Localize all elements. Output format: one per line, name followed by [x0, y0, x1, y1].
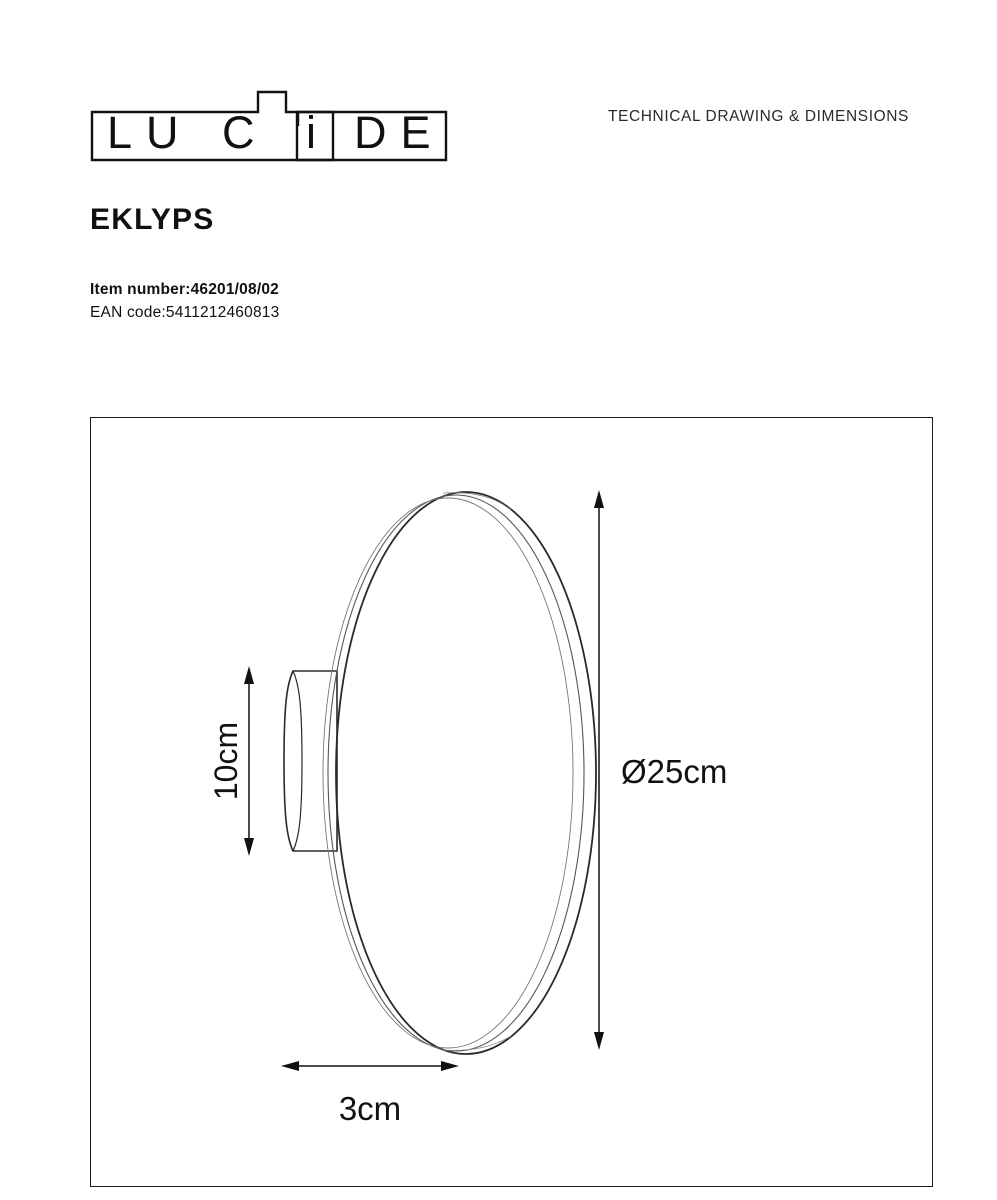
technical-drawing-frame — [90, 417, 933, 1187]
diameter-label: Ø25cm — [621, 753, 728, 790]
ean-code: EAN code:5411212460813 — [90, 304, 280, 321]
brand-logo — [90, 90, 448, 162]
svg-text:C: C — [222, 107, 269, 158]
svg-text:i: i — [306, 107, 330, 158]
svg-text:DE: DE — [354, 107, 445, 158]
technical-drawing — [91, 418, 932, 1186]
lamp-disc — [323, 492, 596, 1054]
svg-text:LU: LU — [107, 107, 193, 158]
depth-label: 3cm — [338, 1090, 402, 1127]
mount-bracket — [284, 671, 337, 851]
diameter-dimension — [594, 490, 727, 1050]
header-title: TECHNICAL DRAWING & DIMENSIONS — [607, 108, 909, 125]
height-label: 10cm — [208, 721, 244, 801]
lucide-logo-icon — [90, 90, 448, 162]
page-header — [0, 80, 997, 160]
depth-dimension — [281, 1061, 459, 1127]
height-dimension — [208, 666, 254, 856]
item-number: Item number:46201/08/02 — [90, 281, 279, 298]
page-title: EKLYPS — [90, 203, 215, 236]
